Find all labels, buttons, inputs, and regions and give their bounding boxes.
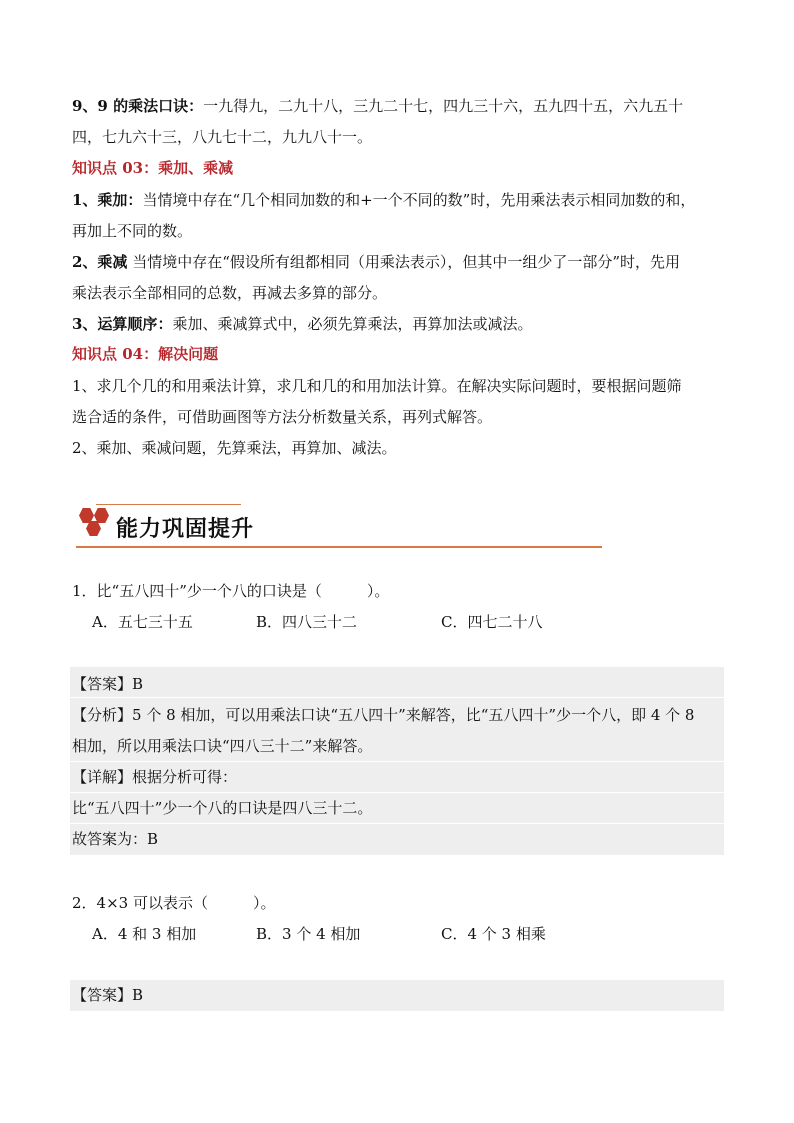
q2-option-a: A．4 和 3 相加: [92, 925, 197, 943]
question-1-stem: 1．比“五八四十”少一个八的口诀是（ ）。: [72, 582, 390, 600]
rule-99-text-cont: 四，七九六十三，八九七十二，九九八十一。: [72, 128, 373, 146]
kp03-item-3: [72, 309, 732, 340]
knowledge-point-04-title: 知识点 04：解决问题: [72, 345, 219, 363]
detail-label: 【详解】: [72, 768, 133, 786]
answer-label: 【答案】: [72, 986, 133, 1004]
q1-conclusion: 故答案为：B: [72, 830, 159, 848]
kp03-item-2-text: 当情境中存在“假设所有组都相同（用乘法表示），但其中一组少了一部分”时，先用: [127, 253, 681, 271]
section-heading: [76, 503, 602, 553]
rule-99-text: 一九得九，二九十八，三九二十七，四九三十六，五九四十五，六九五十: [203, 97, 684, 115]
hexagon-icon: [86, 521, 101, 536]
q1-analysis: [72, 700, 732, 762]
kp03-item-1-text-cont: 再加上不同的数。: [72, 222, 193, 240]
analysis-text-cont: 相加，所以用乘法口诀“四八三十二”来解答。: [72, 737, 373, 755]
hexagon-icon: [94, 508, 109, 523]
kp03-item-1-label: 1、乘加：: [72, 191, 143, 209]
rule-99-label: 9、9 的乘法口诀：: [72, 97, 204, 115]
answer-label: 【答案】: [72, 675, 133, 693]
heading-bottom-rule: [76, 546, 602, 548]
detail-text: 根据分析可得：: [132, 768, 238, 786]
section-title: 能力巩固提升: [116, 517, 255, 542]
answer-value: B: [132, 675, 144, 693]
analysis-text: 5 个 8 相加，可以用乘法口诀“五八四十”来解答，比“五八四十”少一个八，即 4 个 8: [132, 706, 695, 724]
kp03-item-2: [72, 247, 732, 309]
rule-99: [72, 91, 732, 153]
answer-value: B: [132, 986, 144, 1004]
q1-detail-line: 比“五八四十”少一个八的口诀是四八三十二。: [72, 799, 373, 817]
q1-option-a: A．五七三十五: [92, 613, 193, 631]
kp04-item-1-text: 1、求几个几的和用乘法计算，求几和几的和用加法计算。在解决实际问题时，要根据问题筛: [72, 377, 682, 395]
kp03-item-2-label: 2、乘减: [72, 253, 128, 271]
q1-detail: [72, 762, 732, 793]
kp03-item-3-label: 3、运算顺序：: [72, 315, 173, 333]
kp04-item-2: 2、乘加、乘减问题，先算乘法，再算加、减法。: [72, 439, 397, 457]
question-2-stem: 2．4×3 可以表示（ ）。: [72, 894, 276, 912]
knowledge-point-03-title: 知识点 03：乘加、乘减: [72, 159, 234, 177]
q2-option-c: C．4 个 3 相乘: [441, 925, 546, 943]
kp03-item-1: [72, 185, 732, 247]
q1-option-b: B．四八三十二: [256, 613, 358, 631]
analysis-label: 【分析】: [72, 706, 133, 724]
kp03-item-2-text-cont: 乘法表示全部相同的总数，再减去多算的部分。: [72, 284, 388, 302]
q2-answer: [72, 980, 732, 1011]
q1-option-c: C．四七二十八: [441, 613, 543, 631]
hexagon-icon: [79, 508, 94, 523]
kp04-item-1: [72, 371, 732, 433]
kp03-item-1-text: 当情境中存在“几个相同加数的和+一个不同的数”时，先用乘法表示相同加数的和，: [142, 191, 696, 209]
kp04-item-1-text-cont: 选合适的条件，可借助画图等方法分析数量关系，再列式解答。: [72, 408, 493, 426]
q2-option-b: B．3 个 4 相加: [256, 925, 361, 943]
kp03-item-3-text: 乘加、乘减算式中，必须先算乘法，再算加法或减法。: [172, 315, 533, 333]
heading-top-rule: [96, 504, 241, 505]
q1-answer: [72, 669, 732, 700]
